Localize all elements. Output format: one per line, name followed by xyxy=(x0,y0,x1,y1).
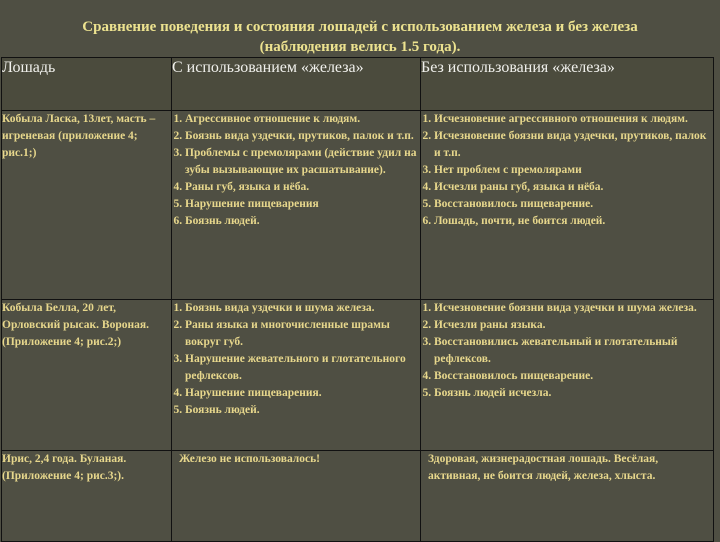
title-line-1: Сравнение поведения и состояния лошадей с использованием железа и без железа xyxy=(82,19,638,35)
without-iron-cell xyxy=(421,451,714,542)
table-row xyxy=(2,300,714,451)
without-iron-list xyxy=(421,111,713,230)
header-row xyxy=(2,58,714,111)
list-item: 2. Исчезли раны языка. xyxy=(434,317,713,334)
list-item: 5. Восстановилось пищеварение. xyxy=(434,196,713,213)
list-item: 3. Нарушение жевательного и глотательного рефлексов. xyxy=(185,351,420,385)
without-iron-list xyxy=(421,300,713,402)
list-item: 2. Боязнь вида уздечки, прутиков, палок и т.п. xyxy=(185,128,420,145)
with-iron-text: Железо не использовалось! xyxy=(179,453,321,465)
list-item: 4. Восстановилось пищеварение. xyxy=(434,368,713,385)
header-with-iron: С использованием «железа» xyxy=(172,58,421,111)
header-without-iron: Без использования «железа» xyxy=(421,58,714,111)
list-item: 3. Нет проблем с премолярами xyxy=(434,162,713,179)
header-horse: Лошадь xyxy=(2,58,172,111)
with-iron-cell xyxy=(172,111,421,300)
list-item: 5. Боязнь людей исчезла. xyxy=(434,385,713,402)
list-item: 4. Нарушение пищеварения. xyxy=(185,385,420,402)
list-item: 4. Раны губ, языка и нёба. xyxy=(185,179,420,196)
with-iron-list xyxy=(172,300,420,419)
without-iron-text: Здоровая, жизнерадостная лошадь. Весёлая, активная, не боится людей, железа, хлыста. xyxy=(428,453,659,482)
list-item: 1. Исчезновение боязни вида уздечки и шума железа. xyxy=(434,300,713,317)
list-item: 1. Агрессивное отношение к людям. xyxy=(185,111,420,128)
title-line-2: (наблюдения велись 1.5 года). xyxy=(259,39,461,55)
without-iron-cell xyxy=(421,300,714,451)
list-item: 5. Нарушение пищеварения xyxy=(185,196,420,213)
with-iron-cell xyxy=(172,451,421,542)
list-item: 2. Исчезновение боязни вида уздечки, прутиков, палок и т.п. xyxy=(434,128,713,162)
comparison-table xyxy=(1,57,714,542)
horse-cell: Кобыла Белла, 20 лет, Орловский рысак. Вороная. (Приложение 4; рис.2;) xyxy=(2,300,172,451)
list-item: 2. Раны языка и многочисленные шрамы вокруг губ. xyxy=(185,317,420,351)
list-item: 1. Исчезновение агрессивного отношения к людям. xyxy=(434,111,713,128)
list-item: 6. Лошадь, почти, не боится людей. xyxy=(434,213,713,230)
with-iron-list xyxy=(172,111,420,230)
list-item: 5. Боязнь людей. xyxy=(185,402,420,419)
table-row xyxy=(2,451,714,542)
table-row xyxy=(2,111,714,300)
list-item: 4. Исчезли раны губ, языка и нёба. xyxy=(434,179,713,196)
horse-cell: Ирис, 2,4 года. Буланая. (Приложение 4; рис.3;). xyxy=(2,451,172,542)
list-item: 3. Проблемы с премолярами (действие удил на зубы вызывающие их расшатывание). xyxy=(185,145,420,179)
horse-cell: Кобыла Ласка, 13лет, масть – игреневая (приложение 4; рис.1;) xyxy=(2,111,172,300)
list-item: 6. Боязнь людей. xyxy=(185,213,420,230)
list-item: 1. Боязнь вида уздечки и шума железа. xyxy=(185,300,420,317)
without-iron-cell xyxy=(421,111,714,300)
page-title xyxy=(0,17,720,57)
with-iron-cell xyxy=(172,300,421,451)
list-item: 3. Восстановились жевательный и глотательный рефлексов. xyxy=(434,334,713,368)
